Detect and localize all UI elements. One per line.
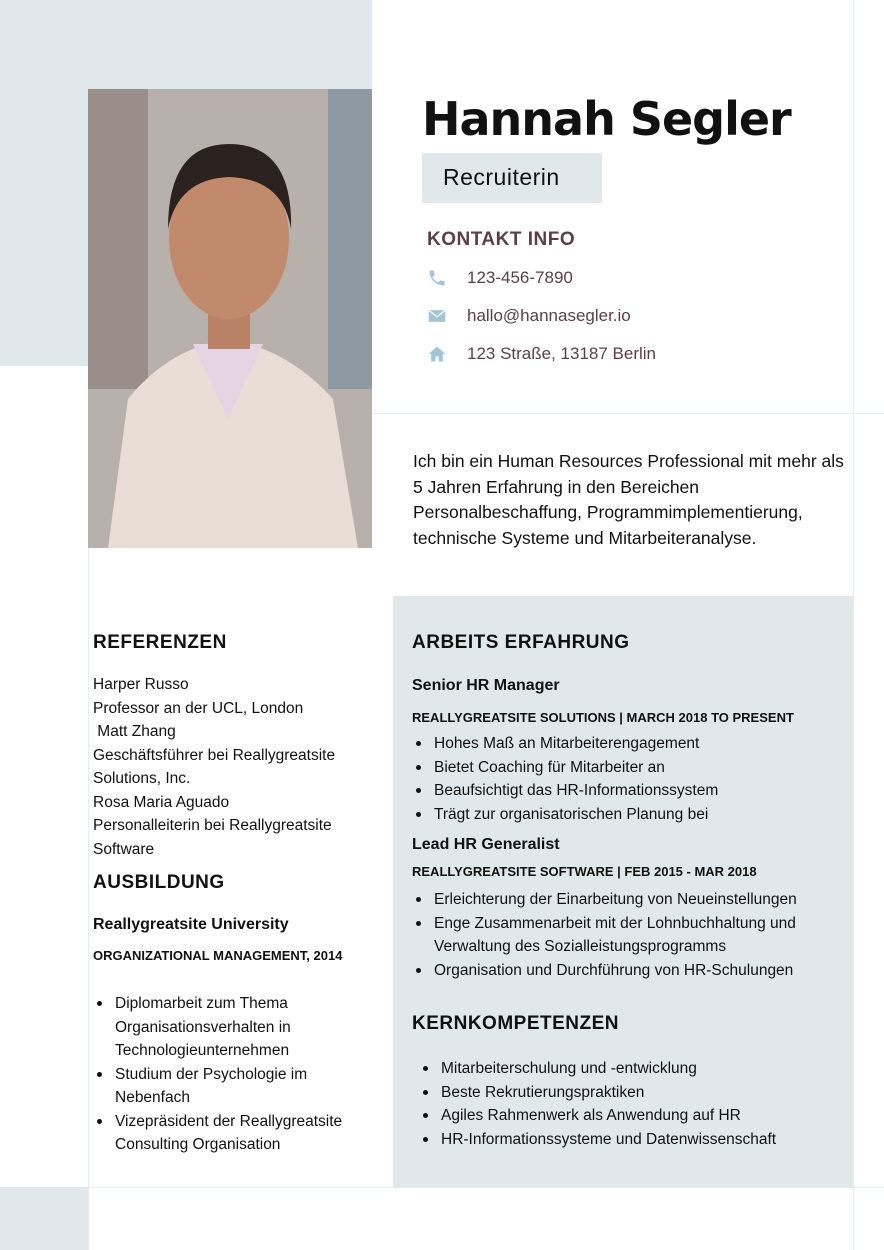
email-text: hallo@hannasegler.io [467, 306, 631, 325]
reference-line: Software [93, 840, 155, 858]
phone-text: 123-456-7890 [467, 268, 573, 287]
profile-photo [88, 89, 372, 548]
degree: ORGANIZATIONAL MANAGEMENT, 2014 [93, 948, 343, 963]
references-heading: REFERENZEN [93, 632, 227, 653]
profile-summary: Ich bin ein Human Resources Professional mit mehr als 5 Jahren Erfahrung in den Bereichen Personalbeschaffung, Programmimplementierung, technische Systeme und Mitarbeiteranalyse. [413, 451, 844, 548]
job-title: Lead HR Generalist [412, 836, 560, 853]
list-item: Mitarbeiterschulung und -entwicklung [419, 1057, 849, 1081]
list-item: HR-Informationssysteme und Datenwissenschaft [419, 1128, 849, 1152]
contact-address [427, 344, 656, 364]
contact-heading: KONTAKT INFO [427, 229, 576, 250]
list-item: Diplomarbeit zum Thema Organisationsverhalten in Technologieunternehmen [93, 992, 373, 1063]
skills-list [419, 1057, 849, 1151]
list-item: Enge Zusammenarbeit mit der Lohnbuchhaltung und Verwaltung des Sozialleistungsprogramms [412, 912, 842, 959]
divider [372, 413, 884, 414]
list-item: Trägt zur organisatorischen Planung bei [412, 803, 842, 827]
job-title-badge: Recruiterin [422, 153, 602, 203]
school-name: Reallygreatsite University [93, 916, 289, 933]
list-item: Hohes Maß an Mitarbeiterengagement [412, 732, 842, 756]
contact-email [427, 306, 631, 326]
references-list [93, 673, 335, 861]
job-duties [412, 732, 842, 826]
list-item: Beaufsichtigt das HR-Informationssystem [412, 779, 842, 803]
education-list [93, 992, 373, 1157]
reference-line: Harper Russo [93, 676, 189, 693]
list-item: Agiles Rahmenwerk als Anwendung auf HR [419, 1104, 849, 1128]
experience-heading: ARBEITS ERFAHRUNG [412, 632, 630, 653]
list-item: Beste Rekrutierungspraktiken [419, 1081, 849, 1105]
guide-line [853, 0, 854, 1250]
reference-line: Geschäftsführer bei Reallygreatsite [93, 746, 336, 764]
reference-line: Rosa Maria Aguado [93, 793, 230, 811]
job-company: REALLYGREATSITE SOLUTIONS | MARCH 2018 TO PRESENT [412, 710, 794, 725]
reference-line: Matt Zhang [93, 723, 176, 740]
list-item: Organisation und Durchführung von HR-Schulungen [412, 959, 842, 983]
footer-block [0, 1187, 88, 1250]
reference-line: Personalleiterin bei Reallygreatsite [93, 817, 332, 834]
list-item: Vizepräsident der Reallygreatsite Consulting Organisation [93, 1110, 373, 1157]
education-heading: AUSBILDUNG [93, 872, 225, 893]
skills-heading: KERNKOMPETENZEN [412, 1013, 620, 1034]
mail-icon [427, 306, 447, 326]
phone-icon [427, 268, 447, 288]
job-title: Senior HR Manager [412, 677, 560, 694]
divider [88, 1187, 884, 1188]
contact-phone [427, 268, 573, 288]
list-item: Studium der Psychologie im Nebenfach [93, 1063, 373, 1110]
job-duties [412, 888, 842, 982]
list-item: Erleichterung der Einarbeitung von Neueinstellungen [412, 888, 842, 912]
reference-line: Professor an der UCL, London [93, 699, 304, 717]
list-item: Bietet Coaching für Mitarbeiter an [412, 756, 842, 780]
reference-line: Solutions, Inc. [93, 770, 191, 787]
candidate-name: Hannah Segler [422, 92, 791, 146]
job-company: REALLYGREATSITE SOFTWARE | FEB 2015 - MAR 2018 [412, 864, 757, 879]
address-text: 123 Straße, 13187 Berlin [467, 344, 657, 363]
home-icon [427, 344, 447, 364]
